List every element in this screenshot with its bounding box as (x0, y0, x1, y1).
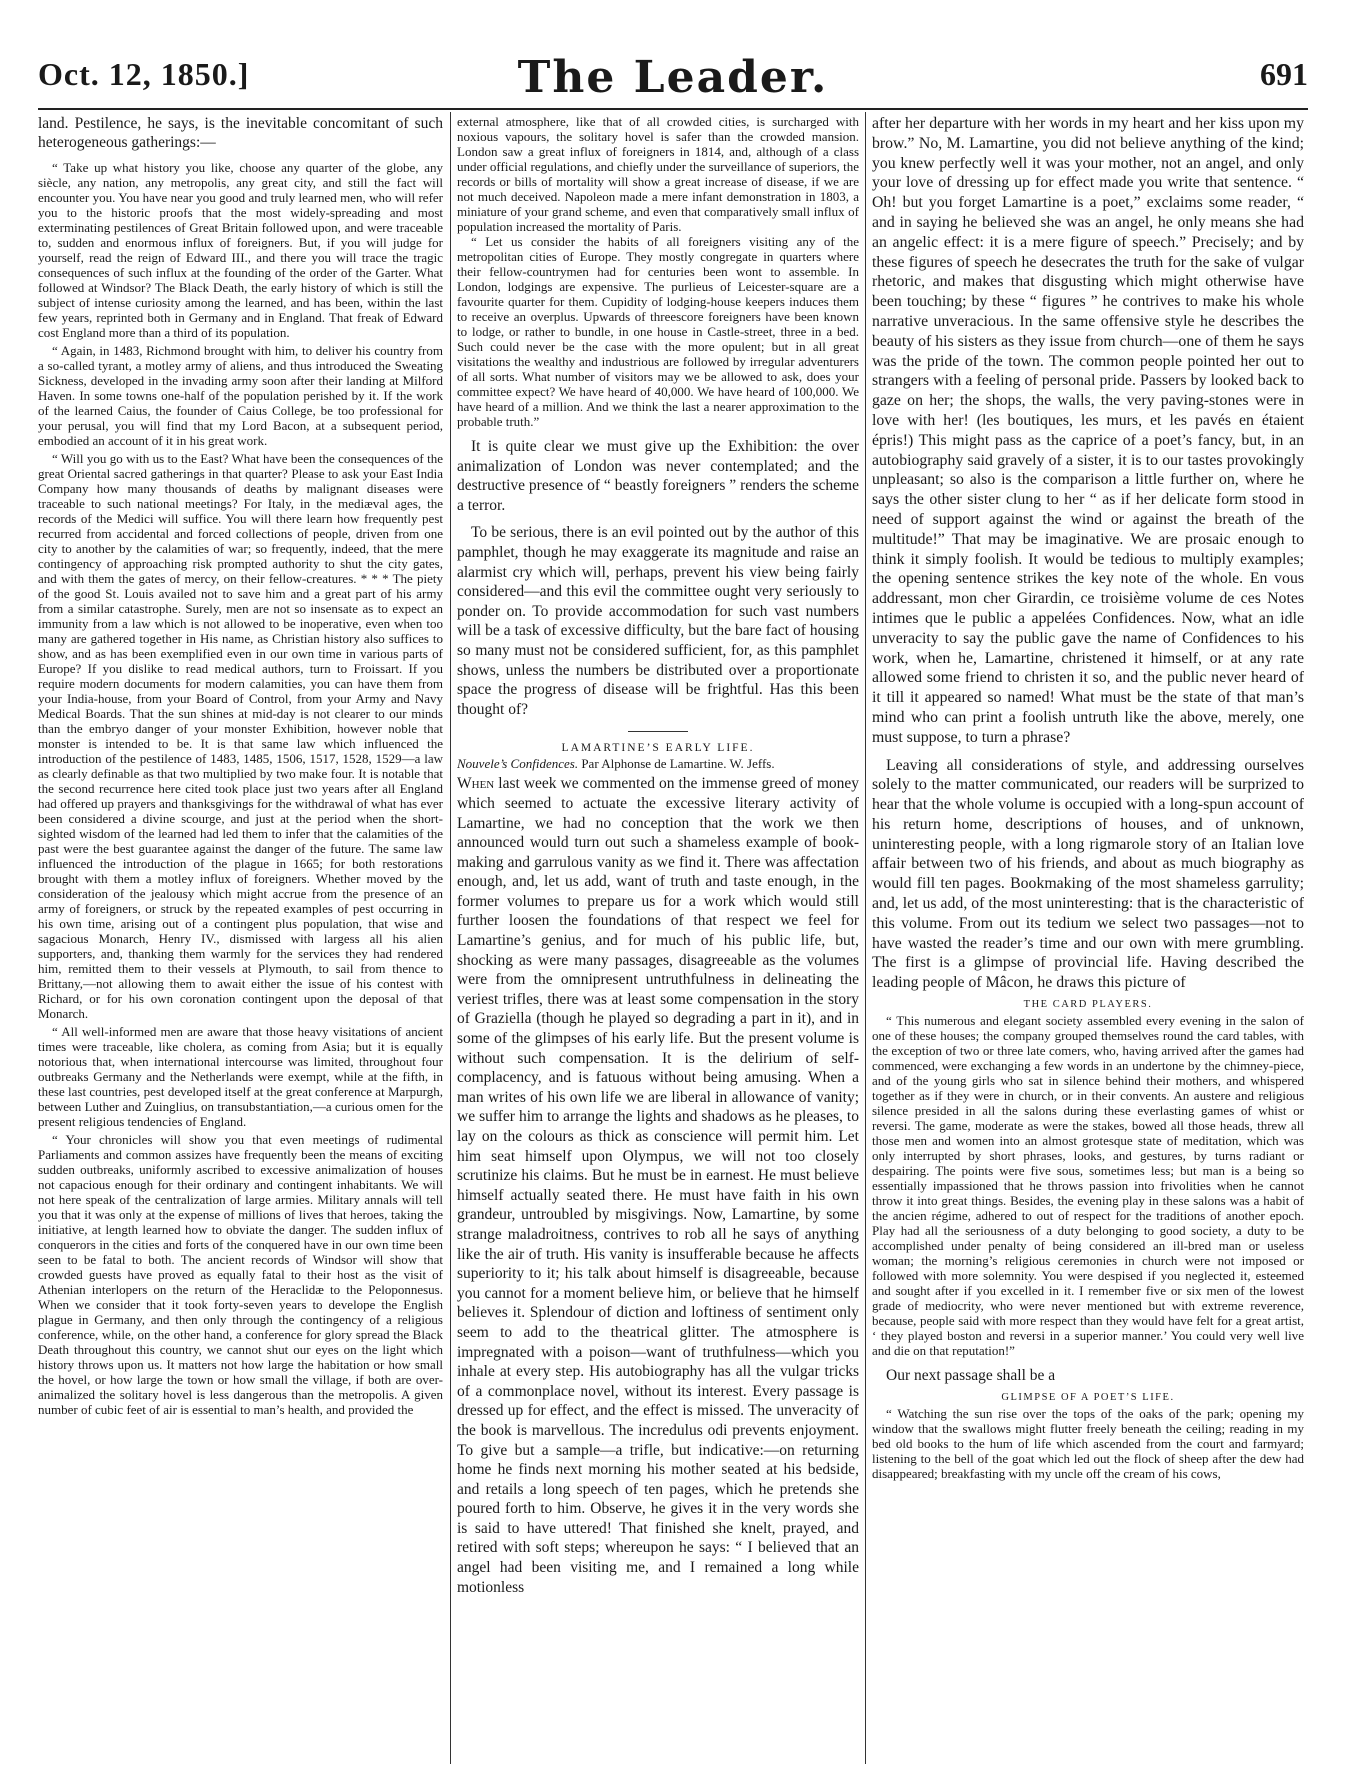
quoted-paragraph: external atmosphere, like that of all crowded cities, is surcharged with noxious vapours, the solitary hovel is safer than the crowded mansion. London saw a great influx of foreigners in 1814, and, although of a class under official regulations, and chiefly under the surveillance of superiors, the records or bills of mortality will show a great increase of disease, if we are not much deceived. Napoleon made a mere infant demonstration in 1803, a miniature of your grand scheme, and even that comparatively small influx of population increased the mortality of Paris. (457, 114, 859, 234)
masthead-rule (38, 108, 1308, 110)
review-continuation (872, 114, 1304, 993)
review-opening-text: last week we commented on the immense greed of money which seemed to actuate the excessive literary activity of Lamartine, we had no conception that the work we then announced would turn out such a shameless example of book-making and garrulous vanity as we find it. There was affectation enough, and, let us add, want of truth and taste enough, in the former volumes to prepare us for a work which would still further loosen the foundations of that respect we feel for Lamartine’s genius, and for much of his public life, but, shocking as were many passages, disagreeable as the volumes were from the omnipresent untruthfulness in delineating the veriest trifles, there was at least some compensation in the story of Graziella (though he played so degrading a part in it), and in some of the glimpses of his early life. But the present volume is without such compensation. It is the delirium of self-complacency, and is fatuous without being amusing. When a man writes of his own life we are liberal in allowance of vanity; we suffer him to arrange the lights and shadows as he pleases, to lay on the colours as thick as conscience will permit him. Let him seat himself upon Olympus, we will not too closely scrutinize his claims. But he must be in earnest. He must believe himself actually seated there. He must have faith in his own grandeur, untroubled by misgivings. Now, Lamartine, by some strange maladroitness, contrives to rob all he says of anything like the air of truth. His vanity is insufferable because he affects superiority to it; his talk about himself is disagreeable, because you cannot for a moment believe him, or believe that he himself believes it. Splendour of diction and loftiness of sentiment only seem to add to the theatrical glitter. The atmosphere is impregnated with a poison—want of truthfulness—which you inhale at every step. His autobiography has all the vulgar tricks of a commonplace novel, without its interest. Every passage is dressed up for effect, and the effect is missed. The unveracity of the book is marvellous. The incredulus odi prevents enjoyment. To give but a sample—a trifle, but indicative:—on returning home he finds next morning his mother seated at his bedside, and retails a long speech of ten pages, which he pretends she poured forth to him. Observe, he gives it in the very words she is said to have uttered! That finished she knelt, prayed, and retired with soft steps; whereupon he says: “ I believed that an angel had been visiting me, and I remained a long while motionless (457, 775, 859, 1596)
quoted-paragraph: “ This numerous and elegant society assembled every evening in the salon of one of these houses; the company grouped themselves round the card tables, with the exception of two or three late comers, who, having arrived after the games had commenced, were exchanging a few words in an undertone by the chimney-piece, and of the young girls who sat in silence behind their mothers, and whispered together as if they were in church, or in their convents. An austere and religious silence presided in all the salons during these everlasting games of whist or reversi. The game, moderate as were the stakes, bowed all those heads, threw all those men and women into an almost grotesque state of meditation, which was only interrupted by short phrases, looks, and gestures, by turns radiant or despairing. The points were five sous, sometimes less; but man is a being so essentially impassioned that he throws passion into frivolities when he cannot throw it into great things. Besides, the evening play in these salons was a habit of the ancien régime, adhered to out of respect for the traditions of another epoch. Play had all the seriousness of a duty belonging to good society, a duty to be accomplished under penalty of being considered an ill-bred man or useless woman; the morning’s religious ceremonies in church were not imposed or followed with more solemnity. You were despised if you neglected it, esteemed and sought after if you excelled in it. I remember five or six men of the lowest grade of mediocrity, who were never mentioned but with extreme reverence, because, people said with more respect than they would have felt for a great artist, ‘ they played boston and reversi in a superior manner.’ You could very well live and die on that reputation!” (872, 1013, 1304, 1359)
article-paragraph: It is quite clear we must give up the Exhibition: the over animalization of London was never contemplated; and the destructive presence of “ beastly foreigners ” renders the scheme a terror. (457, 438, 859, 514)
article-paragraph: land. Pestilence, he says, is the inevitable concomitant of such heterogeneous gatherings:— (38, 115, 443, 151)
page-number: 691 (1260, 56, 1308, 92)
article-paragraph: Leaving all considerations of style, and addressing ourselves solely to the matter communicated, our readers will be surprized to hear that the whole volume is occupied with a long-spun account of his return home, descriptions of houses, and of unknown, uninteresting people, with a long rigmarole story of an Italian love affair between two of his friends, and about as much biography as would fill ten pages. Bookmaking of the most shameless garrulity; and, let us add, of the most uninteresting: that is the characteristic of this volume. From out its tedium we select two passages—not to have wasted the reader’s time and our own with mere grumbling. The first is a glimpse of provincial life. Having described the leading people of Mâcon, he draws this picture of (872, 756, 1304, 992)
column-2 (457, 114, 859, 1764)
newspaper-title: The Leader. (517, 52, 829, 103)
column-divider (450, 112, 451, 1764)
review-opening-word: When (457, 775, 495, 793)
column-1 (38, 114, 443, 1764)
review-book-title: Nouvele’s Confidences. (457, 756, 579, 772)
review-opening-paragraph (457, 774, 859, 1597)
article-paragraph: To be serious, there is an evil pointed out by the author of this pamphlet, though he may exaggerate its magnitude and raise an alarmist cry which will, perhaps, prevent his view being fairly considered—and this evil the committee ought very seriously to ponder on. To provide accommodation for such vast numbers will be a task of excessive difficulty, but the bare fact of housing so many must not be considered sufficient, for, as this pamphlet shows, unless the numbers be distributed over a proportionate space the progress of disease will be frightful. Has this been thought of? (457, 524, 859, 718)
quoted-paragraph: “ All well-informed men are aware that those heavy visitations of ancient times were traceable, like cholera, as coming from Asia; but it is equally notorious that, when international intercourse was limited, throughout four outbreaks Germany and the Netherlands were exempt, while at the fifth, in these last countries, pest developed itself at the great conference at Marpurgh, between Luther and Zuinglius, on transubstantiation,—a curious omen for the present religious tendencies of England. (38, 1024, 443, 1129)
quoted-paragraph: “ Watching the sun rise over the tops of the oaks of the park; opening my window that the swallows might flutter freely beneath the ceiling; reading in my bed old books to the hum of life which ascended from the court and farmyard; listening to the bell of the goat which led out the flock of sheep after the dew had disappeared; breakfasting with my uncle off the cream of his cows, (872, 1405, 1304, 1481)
review-heading: LAMARTINE’S EARLY LIFE. (561, 742, 755, 755)
card-players-heading: THE CARD PLAYERS. (1023, 999, 1153, 1011)
card-players-extract (872, 1013, 1304, 1358)
review-book-line (457, 756, 859, 772)
section-divider (628, 731, 688, 732)
quote-continuation (457, 114, 859, 429)
article-paragraph: after her departure with her words in my heart and her kiss upon my brow.” No, M. Lamartine, you did not believe anything of the kind; you knew perfectly well it was your mother, not an angel, and only your love of dressing up for effect made you write that sentence. “ Oh! but you forget Lamartine is a poet,” exclaims some reader, “ and in saying he believed she was an angel, he only means she had an angelic effect: it is a mere figure of speech.” Precisely; and by these figures of speech he desecrates the truth for the sake of vulgar rhetoric, and makes that disgusting which might otherwise have been touching; by these “ figures ” he contrives to make his whole narrative unveracious. In the same offensive style he describes the beauty of his sisters as they issue from church—one of them he says was the pride of the town. The common people pointed her out to strangers with a feeling of personal pride. Passers by looked back to gaze on her; the shops, the walls, the very paving-stones were in love with her! (les boutiques, les murs, et les pavés en étaient épris!) This might pass as the caprice of a poet’s fancy, but, in an autobiography said gravely of a sister, it is to our tastes provokingly unpleasant; so also is the comparison a little further on, where he says the other sister clung to her “ as if her delicate form stood in need of support against the wind or against the breath of the multitude!” That may be imaginative. We are prosaic enough to think it simply foolish. It would be tedious to multiply examples; the opening sentence strikes the key note of the whole. En vous addressant, mon cher Girardin, ce troisième volume de ces Notes intimes que le public a appelées Confidences. Now, what an idle unveracity to say the public gave the name of Confidences to his work, when he, Lamartine, christened it himself, or at any rate allowed some friend to christen it so, and the public never heard of it till it appeared so named! What must be the state of that man’s mind who can print a foolish untruth like the above, merely, one must suppose, to turn a phrase? (872, 115, 1304, 746)
quoted-paragraph: “ Your chronicles will show you that even meetings of rudimental Parliaments and common assizes have frequently been the means of exciting sudden outbreaks, uniformly ascribed to excessive animalization of houses not capacious enough for their ordinary and contingent inhabitants. We will not here speak of the centralization of large armies. Military annals will tell you that it was only at the expense of millions of lives that heroes, taking the initiative, at length learned how to obviate the danger. The sudden influx of conquerors in the cities and forts of the conquered have in our own time been seen to be fatal to both. The ancient records of Windsor will show that crowded guests have proved as equally fatal to their host as the visit of Athenian interlopers on the return of the Heraclidæ to the Peloponnesus. When we consider that it took forty-seven years to develope the English plague in Germany, and then only through the contingency of a religious conference, while, on the other hand, a conference for glory spread the Black Death throughout this country, we cannot shut our eyes on the light which history throws upon us. It matters not how large the habitation or how small the hovel, or how large the town or how small the village, if both are over-animalized the solitary hovel is less dangerous than the metropolis. A given number of cubic feet of air is essential to man’s health, and provided the (38, 1132, 443, 1417)
issue-date: Oct. 12, 1850.] (38, 56, 250, 92)
glimpse-heading: GLIMPSE OF A POET’S LIFE. (1001, 1391, 1175, 1403)
quoted-paragraph: “ Will you go with us to the East? What have been the consequences of the great Oriental sacred gatherings in that quarter? Please to ask your East India Company how many thousands of deaths by malignant diseases were traceable to such national meetings? For Italy, in the mediæval ages, the records of the Medici will suffice. You will there learn how frequently pest recurred from accidental and forced collections of people, driven from one city to another by the calamities of war; so frequently, indeed, that the mere contingency of approaching risk prompted authority to shut the city gates, and with them the gates of mercy, on their fellow-creatures. * * * The piety of the good St. Louis availed not to save him and a great part of his army from a similar catastrophe. Surely, men are not so insensate as to expect an immunity from a law which is not allowed to be inoperative, even when too many are gathered together in His name, as Christian history also suffices to show, and as has been exemplified even in our own time in various parts of Europe? If you dislike to read medical authors, turn to Froissart. If you require modern documents for modern calamities, you can have them from your India-house, from your Board of Control, from your Army and Navy Medical Boards. That the sun shines at mid-day is not clearer to our minds than the embryo danger of your monster Exhibition, however noble that monster is intended to be. It is that same law which influenced the introduction of the pestilence of 1483, 1485, 1506, 1517, 1528, 1529—a law as clearly definable as that two multiplied by two make four. It is notable that the second recurrence here cited took place just two years after all England had offered up prayers and thanksgivings for the withdrawal of what has ever been considered a divine scourge, and just at the period when the short-sighted wisdom of the learned had led them to infer that the calamities of the past were the best guarantee against the danger of the future. The same law influenced the introduction of the plague in 1665; for both restorations brought with them a motley influx of foreigners. Whether moved by the consideration of the jealousy which might accrue from the presence of an army of foreigners, or struck by the repeated examples of pest occurring in his own time, arising out of a contingent plus population, that wise and sagacious Monarch, Henry IV., dismissed with largess all his alien supporters, and, thanking them warmly for the services they had rendered him, remitted them to their vessels at Plymouth, to sail from thence to Brittany,—not allowing them to await either the issue of his contest with Richard, or for his own coronation contingent upon the deposal of that Monarch. (38, 451, 443, 1021)
column-divider (865, 112, 866, 1764)
review-body (457, 774, 859, 1597)
quoted-paragraph: “ Again, in 1483, Richmond brought with him, to deliver his country from a so-called tyrant, a motley army of aliens, and thus introduced the Sweating Sickness, developed in the invading army soon after their landing at Milford Haven. In some towns one-half of the population perished by it. If the work of the learned Caius, the founder of Caius College, be too professional for your perusal, you will find that my Lord Bacon, at a subsequent period, embodied an account of it in his great work. (38, 343, 443, 448)
commentary (457, 437, 859, 719)
transition-text (872, 1366, 1304, 1386)
review-book-publisher: Par Alphonse de Lamartine. W. Jeffs. (581, 756, 775, 772)
article-paragraph: Our next passage shall be a (886, 1367, 1056, 1385)
quoted-paragraph: “ Take up what history you like, choose any quarter of the globe, any siècle, any nation, any metropolis, any great city, and still the fact will encounter you. You have near you good and truly learned men, who will refer you to the historic proofs that the most widely-spreading and most exterminating pestilences of Great Britain followed upon, and were traceable to, sudden and enormous influx of foreigners. But, if you will judge for yourself, read the reign of Edward III., and there you will trace the tragic consequences of such influx at the founding of the order of the Garter. What followed at Windsor? The Black Death, the early history of which is still the subject of intense curiosity among the learned, and has been, within the last few years, reprinted both in Germany and in England. That freak of Edward cost England more than a third of its population. (38, 160, 443, 340)
masthead (38, 52, 1308, 112)
quoted-paragraph: “ Let us consider the habits of all foreigners visiting any of the metropolitan cities of Europe. They mostly congregate in quarters where their fellow-countrymen had for centuries been wont to assemble. In London, lodgings are expensive. The purlieus of Leicester-square are a favourite quarter for them. Cupidity of lodging-house keepers induces them to receive an overplus. Upwards of threescore foreigners have been known to lodge, or rather to bundle, in one house in Castle-street, three in a bed. Such could never be the case with the more opulent; but in all great visitations the wealthy and industrious are followed by irregular adventurers of all sorts. What number of visitors may we be allowed to ask, does your committee expect? We have heard of 40,000. We have heard of 100,000. We have heard of a million. And we think the last a nearer approximation to the probable truth.” (457, 234, 859, 429)
column-3 (872, 114, 1304, 1764)
glimpse-extract (872, 1406, 1304, 1481)
